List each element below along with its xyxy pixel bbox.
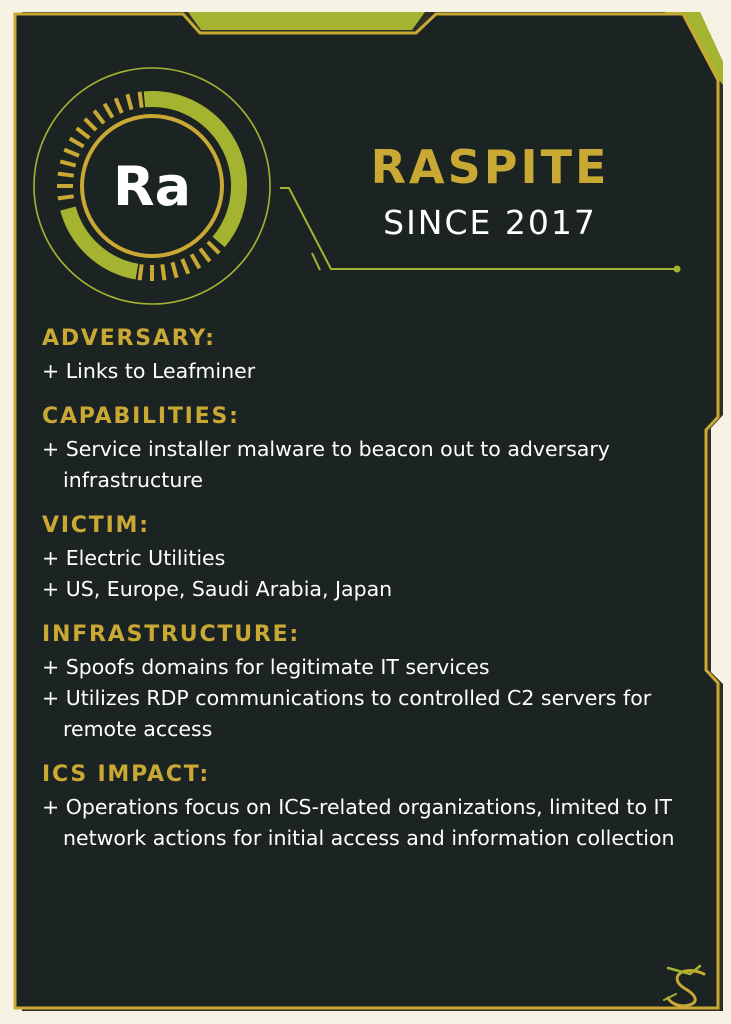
list-item: + Service installer malware to beacon out to adversary infrastructure <box>42 434 692 496</box>
section-heading: INFRASTRUCTURE: <box>42 622 301 647</box>
list-item: + Electric Utilities <box>42 543 692 574</box>
emblem-tick <box>140 92 142 108</box>
list-item: + Operations focus on ICS-related organizations, limited to IT network actions for initial access and information collection <box>42 792 692 854</box>
list-item: + Utilizes RDP communications to controlled C2 servers for remote access <box>42 683 692 745</box>
section-adversary <box>42 323 692 387</box>
section-list <box>42 434 692 496</box>
list-item: + Links to Leafminer <box>42 356 692 387</box>
element-symbol: Ra <box>112 155 192 218</box>
section-list <box>42 543 692 605</box>
section-heading: ICS IMPACT: <box>42 762 210 787</box>
emblem-tick <box>58 174 74 176</box>
section-heading: CAPABILITIES: <box>42 404 240 429</box>
card-name: RASPITE <box>370 140 610 194</box>
section-infrastructure <box>42 619 692 745</box>
section-capabilities <box>42 401 692 496</box>
card-content <box>42 323 692 868</box>
section-list <box>42 792 692 854</box>
section-list <box>42 356 692 387</box>
section-victim <box>42 510 692 605</box>
section-list <box>42 652 692 745</box>
list-item: + Spoofs domains for legitimate IT services <box>42 652 692 683</box>
list-item: + US, Europe, Saudi Arabia, Japan <box>42 574 692 605</box>
leader-line-dot <box>674 266 681 273</box>
emblem-tick <box>162 264 164 280</box>
top-accent-bar <box>188 12 425 30</box>
emblem-tick <box>140 264 142 280</box>
section-ics-impact <box>42 759 692 854</box>
section-heading: ADVERSARY: <box>42 326 216 351</box>
section-heading: VICTIM: <box>42 513 150 538</box>
card-since: SINCE 2017 <box>383 203 597 242</box>
emblem-tick <box>58 196 74 198</box>
